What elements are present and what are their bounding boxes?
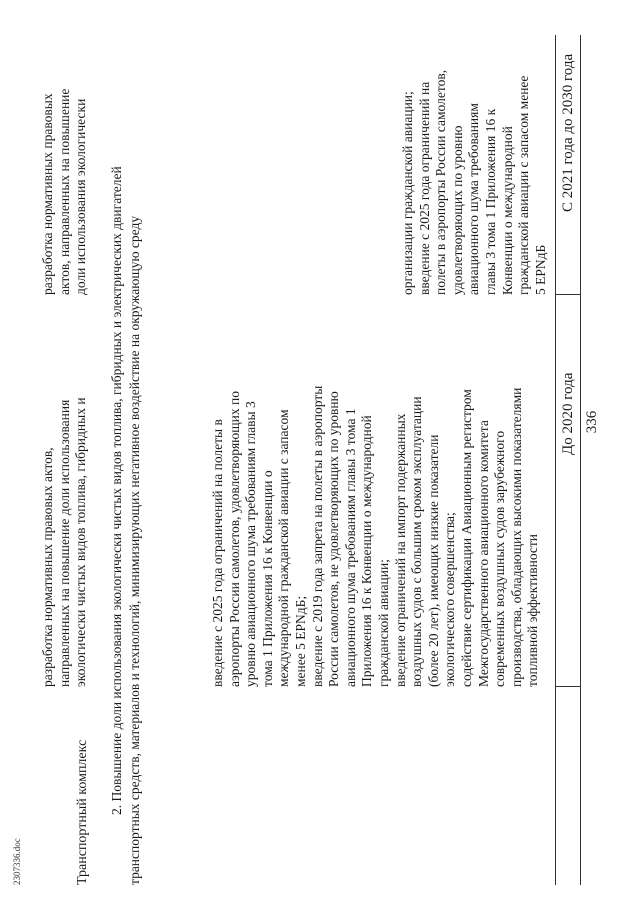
section-heading-line: транспортных средств, материалов и технологий, минимизирующих негативное воздействие на окружающую среду: [127, 215, 142, 885]
text-line: производства, обладающих высокими показателями: [508, 387, 524, 687]
section-heading-line: 2. Повышение доли использования экологически чистых видов топлива, гибридных и электрических двигателей: [109, 166, 124, 815]
text-line: авиационного шума требованиям: [466, 103, 482, 295]
text-line: международной гражданской авиации с запасом: [276, 409, 292, 687]
text-line: введение с 2019 года запрета на полеты в аэропорты: [309, 385, 325, 687]
text-line: аэропорты России самолетов, удовлетворяющих по: [226, 391, 242, 687]
text-line: гражданской авиации;: [375, 559, 391, 687]
column-header-until-2020: До 2020 года: [560, 372, 576, 455]
text-line: удовлетворяющих по уровню: [449, 125, 465, 295]
text-line: введение с 2025 года ограничений на: [416, 81, 432, 295]
text-line: Конвенции о международной: [499, 126, 515, 295]
table-top-border: [580, 35, 581, 885]
text-line: экологически чистых видов топлива, гибридных и: [73, 397, 89, 687]
text-line: тома 1 Приложения 16 к Конвенции о: [259, 470, 275, 687]
text-line: России самолетов, не удовлетворяющих по уровню: [326, 391, 342, 687]
document-file-name: 2307336.doc: [12, 838, 22, 885]
text-line: уровню авиационного шума требованиям главы 3: [243, 401, 259, 687]
text-line: разработка нормативных правовых актов,: [40, 447, 55, 687]
text-line: Приложения 16 к Конвенции о международной: [359, 415, 375, 687]
text-line: доли использования экологически: [73, 98, 89, 295]
lower-row-measures-2021-2030: [40, 35, 90, 295]
text-line: содействие сертификации Авиационным регистром: [458, 389, 474, 687]
text-line: 5 EPNдБ: [532, 244, 548, 295]
text-line: разработка нормативных правовых: [40, 93, 55, 295]
text-line: введение с 2025 года ограничений на полеты в: [210, 419, 225, 687]
section-heading: [108, 35, 144, 885]
text-line: Межгосударственного авиационного комитета: [475, 420, 491, 687]
column-header-2021-2030: С 2021 года до 2030 года: [560, 53, 576, 212]
text-line: главы 3 тома 1 Приложения 16 к: [482, 108, 498, 295]
text-line: экологического совершенства;: [442, 512, 458, 687]
text-line: авиационного шума требованиям главы 3 тома 1: [342, 408, 358, 687]
text-line: актов, направленных на повышение: [56, 88, 72, 295]
text-line: (более 20 лет), имеющих низкие показатели: [425, 434, 441, 687]
lower-row-measures-until-2020: [40, 302, 90, 687]
text-line: организации гражданской авиации;: [400, 91, 415, 295]
text-line: направленных на повышение доли использования: [56, 399, 72, 687]
text-line: воздушных судов с большим сроком эксплуатации: [409, 396, 425, 687]
text-line: современных воздушных судов зарубежного: [492, 430, 508, 687]
text-line: введение ограничений на импорт подержанных: [392, 413, 408, 687]
row-label-transport-complex: Транспортный комплекс: [75, 739, 90, 885]
upper-row-measures-2021-2030: [400, 35, 549, 295]
text-line: топливной эффективности: [525, 533, 541, 687]
header-bottom-border: [555, 35, 556, 885]
column-divider-1: [555, 686, 580, 687]
text-line: полеты в аэропорты России самолетов,: [433, 69, 449, 295]
page-number: 336: [584, 410, 600, 434]
text-line: гражданской авиации с запасом менее: [516, 75, 532, 295]
column-divider-2: [555, 294, 580, 295]
text-line: менее 5 EPNдБ;: [292, 595, 308, 687]
upper-row-measures-until-2020: [210, 302, 542, 687]
